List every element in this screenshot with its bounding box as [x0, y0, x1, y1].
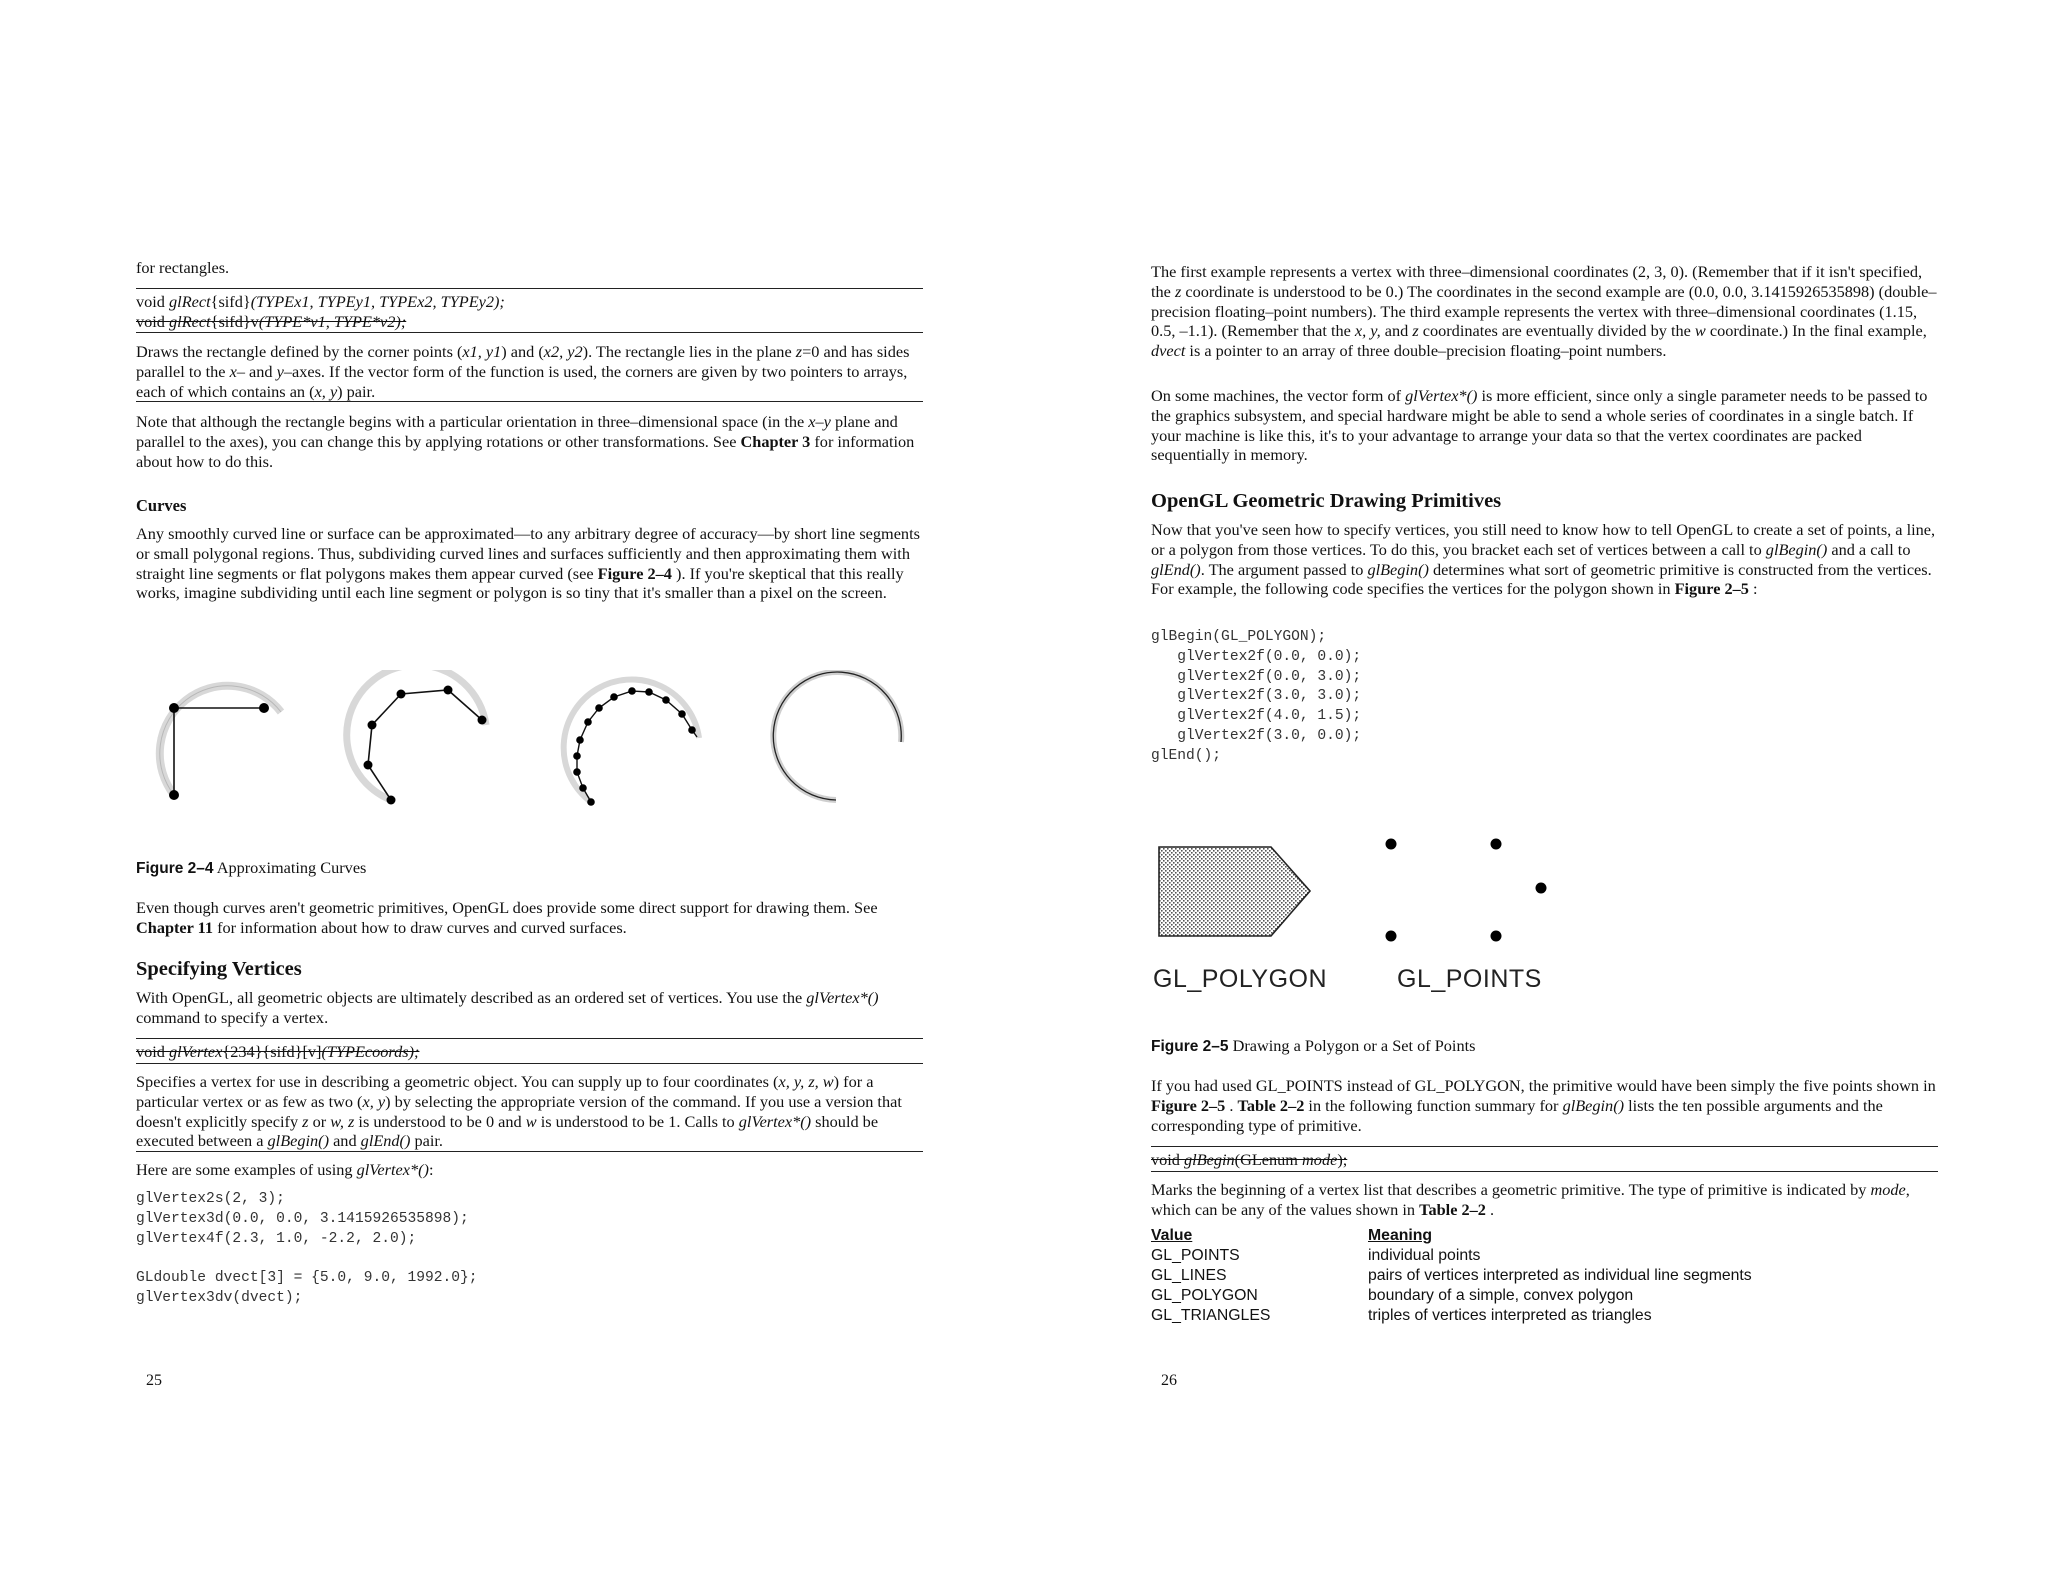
table-cell-meaning: boundary of a simple, convex polygon: [1368, 1287, 1634, 1304]
table-cell-value: GL_TRIANGLES: [1151, 1307, 1271, 1324]
intro-fragment: for rectangles.: [136, 258, 230, 277]
glbegin-polygon-code: glBegin(GL_POLYGON); glVertex2f(0.0, 0.0); glVertex2f(0.0, 3.0); glVertex2f(3.0, 3.0); glVertex2f(4.0, 1.5); glVertex2f(3.0, 0.0); glEnd();: [1151, 629, 1362, 764]
specifying-vertices-heading: Specifying Vertices: [136, 958, 302, 980]
curve-approx-6-segments: [347, 670, 487, 805]
primitives-paragraph: Now that you've seen how to specify vertices, you still need to know how to tell OpenGL to create a set of points, a line, or a polygon from those vertices. To do this, you bracket each set of vertices between a call to glBegin() and a call to glEnd(). The argument passed to glBegin() determines what sort of geometric primitive is constructed from the vertices. For example, the following code specifies the vertices for the polygon shown in Figure 2–5 :: [1151, 520, 1936, 599]
gl-points-label: GL_POINTS: [1397, 965, 1542, 993]
glvertex-signature-block: [136, 1038, 923, 1064]
glvertex-code-examples: glVertex2s(2, 3); glVertex3d(0.0, 0.0, 3.1415926535898); glVertex4f(2.3, 1.0, -2.2, 2.0); GLdouble dvect[3] = {5.0, 9.0, 1992.0}; glVertex3dv(dvect);: [136, 1191, 478, 1306]
table-row: [1151, 1266, 1752, 1286]
glbegin-signature: void glBegin(GLenum mode);: [1151, 1150, 1348, 1169]
primitives-heading: OpenGL Geometric Drawing Primitives: [1151, 490, 1502, 512]
curve-approx-12-segments: [564, 680, 699, 806]
table-cell-meaning: individual points: [1368, 1247, 1481, 1264]
page-number-left: 25: [146, 1372, 162, 1389]
table-cell-meaning: triples of vertices interpreted as triangles: [1368, 1307, 1652, 1324]
glrect-signature-block: [136, 288, 923, 333]
specifying-vertices-paragraph: With OpenGL, all geometric objects are ultimately described as an ordered set of vertices. You use the glVertex*() command to specify a vertex.: [136, 988, 879, 1027]
curve-smooth: [773, 672, 901, 800]
vertex-examples-explanation: The first example represents a vertex with three–dimensional coordinates (2, 3, 0). (Remember that if it isn't specified, the z coordinate is understood to be 0.) The coordinates in the second example are (0.0, 0.0, 3.1415926535898) (double–precision floating–point numbers). The third example represents the vertex with three–dimensional coordinates (1.15, 0.5, –1.1). (Remember that the x, y, and z coordinates are eventually divided by the w coordinate.) In the final example, dvect is a pointer to an array of three double–precision floating–point numbers.: [1151, 262, 1937, 361]
gl-points-shape: [1386, 839, 1547, 942]
gl-polygon-shape: [1159, 847, 1310, 936]
page-26: [1151, 0, 1938, 1582]
figure-2-5-caption: Figure 2–5 Drawing a Polygon or a Set of Points: [1151, 1036, 1476, 1055]
page-25: [136, 0, 923, 1582]
table-cell-meaning: pairs of vertices interpreted as individual line segments: [1368, 1267, 1752, 1284]
table-header-row: [1151, 1226, 1752, 1246]
table-header-value: Value: [1151, 1227, 1193, 1244]
figure-2-4-caption: Figure 2–4 Approximating Curves: [136, 858, 367, 877]
figure-2-5-diagram: [1151, 820, 1938, 1000]
examples-intro: Here are some examples of using glVertex*():: [136, 1160, 434, 1179]
figure-2-4-diagram: [136, 670, 923, 820]
table-row: [1151, 1286, 1752, 1306]
table-cell-value: GL_LINES: [1151, 1267, 1227, 1284]
glbegin-mode-table: [1151, 1226, 1752, 1326]
page-number-right: 26: [1161, 1372, 1177, 1389]
glrect-signature-1: void glRect{sifd}(TYPEx1, TYPEy1, TYPEx2, TYPEy2);: [136, 292, 505, 311]
curve-approx-4-segments: [160, 686, 281, 800]
glrect-description: Draws the rectangle defined by the corner points (x1, y1) and (x2, y2). The rectangle lies in the plane z=0 and has sides parallel to the x– and y–axes. If the vector form of the function is used, the corners are given by two pointers to arrays, each of which contains an (x, y) pair.: [136, 342, 923, 402]
vector-form-paragraph: On some machines, the vector form of glVertex*() is more efficient, since only a single parameter needs to be passed to the graphics subsystem, and special hardware might be able to send a whole series of coordinates in a single batch. If your machine is like this, it's to your advantage to arrange your data so that the vertex coordinates are packed sequentially in memory.: [1151, 386, 1928, 465]
table-row: [1151, 1246, 1752, 1266]
curves-heading: Curves: [136, 496, 187, 515]
glvertex-description: Specifies a vertex for use in describing a geometric object. You can supply up to four coordinates (x, y, z, w) for a particular vertex or as few as two (x, y) by selecting the appropriate version of the command. If you use a version that doesn't explicitly specify z or w, z is understood to be 0 and w is understood to be 1. Calls to glVertex*() should be executed between a glBegin() and glEnd() pair.: [136, 1072, 923, 1152]
glbegin-description: Marks the beginning of a vertex list that describes a geometric primitive. The type of primitive is indicated by mode, which can be any of the values shown in Table 2–2 .: [1151, 1180, 1910, 1219]
table-cell-value: GL_POINTS: [1151, 1247, 1240, 1264]
rectangle-note: Note that although the rectangle begins with a particular orientation in three–dimensional space (in the x–y plane and parallel to the axes), you can change this by applying rotations or other transformations. See Chapter 3 for information about how to do this.: [136, 412, 915, 471]
curves-paragraph: Any smoothly curved line or surface can be approximated—to any arbitrary degree of accuracy—by short line segments or small polygonal regions. Thus, subdividing curved lines and surfaces sufficiently and then approximating them with straight line segments or flat polygons makes them appear curved (see Figure 2–4 ). If you're skeptical that this really works, imagine subdividing until each line segment or polygon is so tiny that it's smaller than a pixel on the screen.: [136, 524, 920, 603]
gl-points-paragraph: If you had used GL_POINTS instead of GL_POLYGON, the primitive would have been simply the five points shown in Figure 2–5 . Table 2–2 in the following function summary for glBegin() lists the ten possible arguments and the corresponding type of primitive.: [1151, 1076, 1936, 1135]
table-cell-value: GL_POLYGON: [1151, 1287, 1258, 1304]
curves-support-paragraph: Even though curves aren't geometric primitives, OpenGL does provide some direct support for drawing them. See Chapter 11 for information about how to draw curves and curved surfaces.: [136, 898, 878, 937]
table-header-meaning: Meaning: [1368, 1227, 1433, 1244]
table-row: [1151, 1306, 1752, 1326]
glrect-signature-2: void glRect{sifd}v(TYPE*v1, TYPE*v2);: [136, 311, 407, 331]
gl-polygon-label: GL_POLYGON: [1153, 965, 1328, 993]
glvertex-signature: void glVertex{234}{sifd}[v](TYPEcoords);: [136, 1042, 420, 1061]
glbegin-signature-block: [1151, 1146, 1938, 1172]
